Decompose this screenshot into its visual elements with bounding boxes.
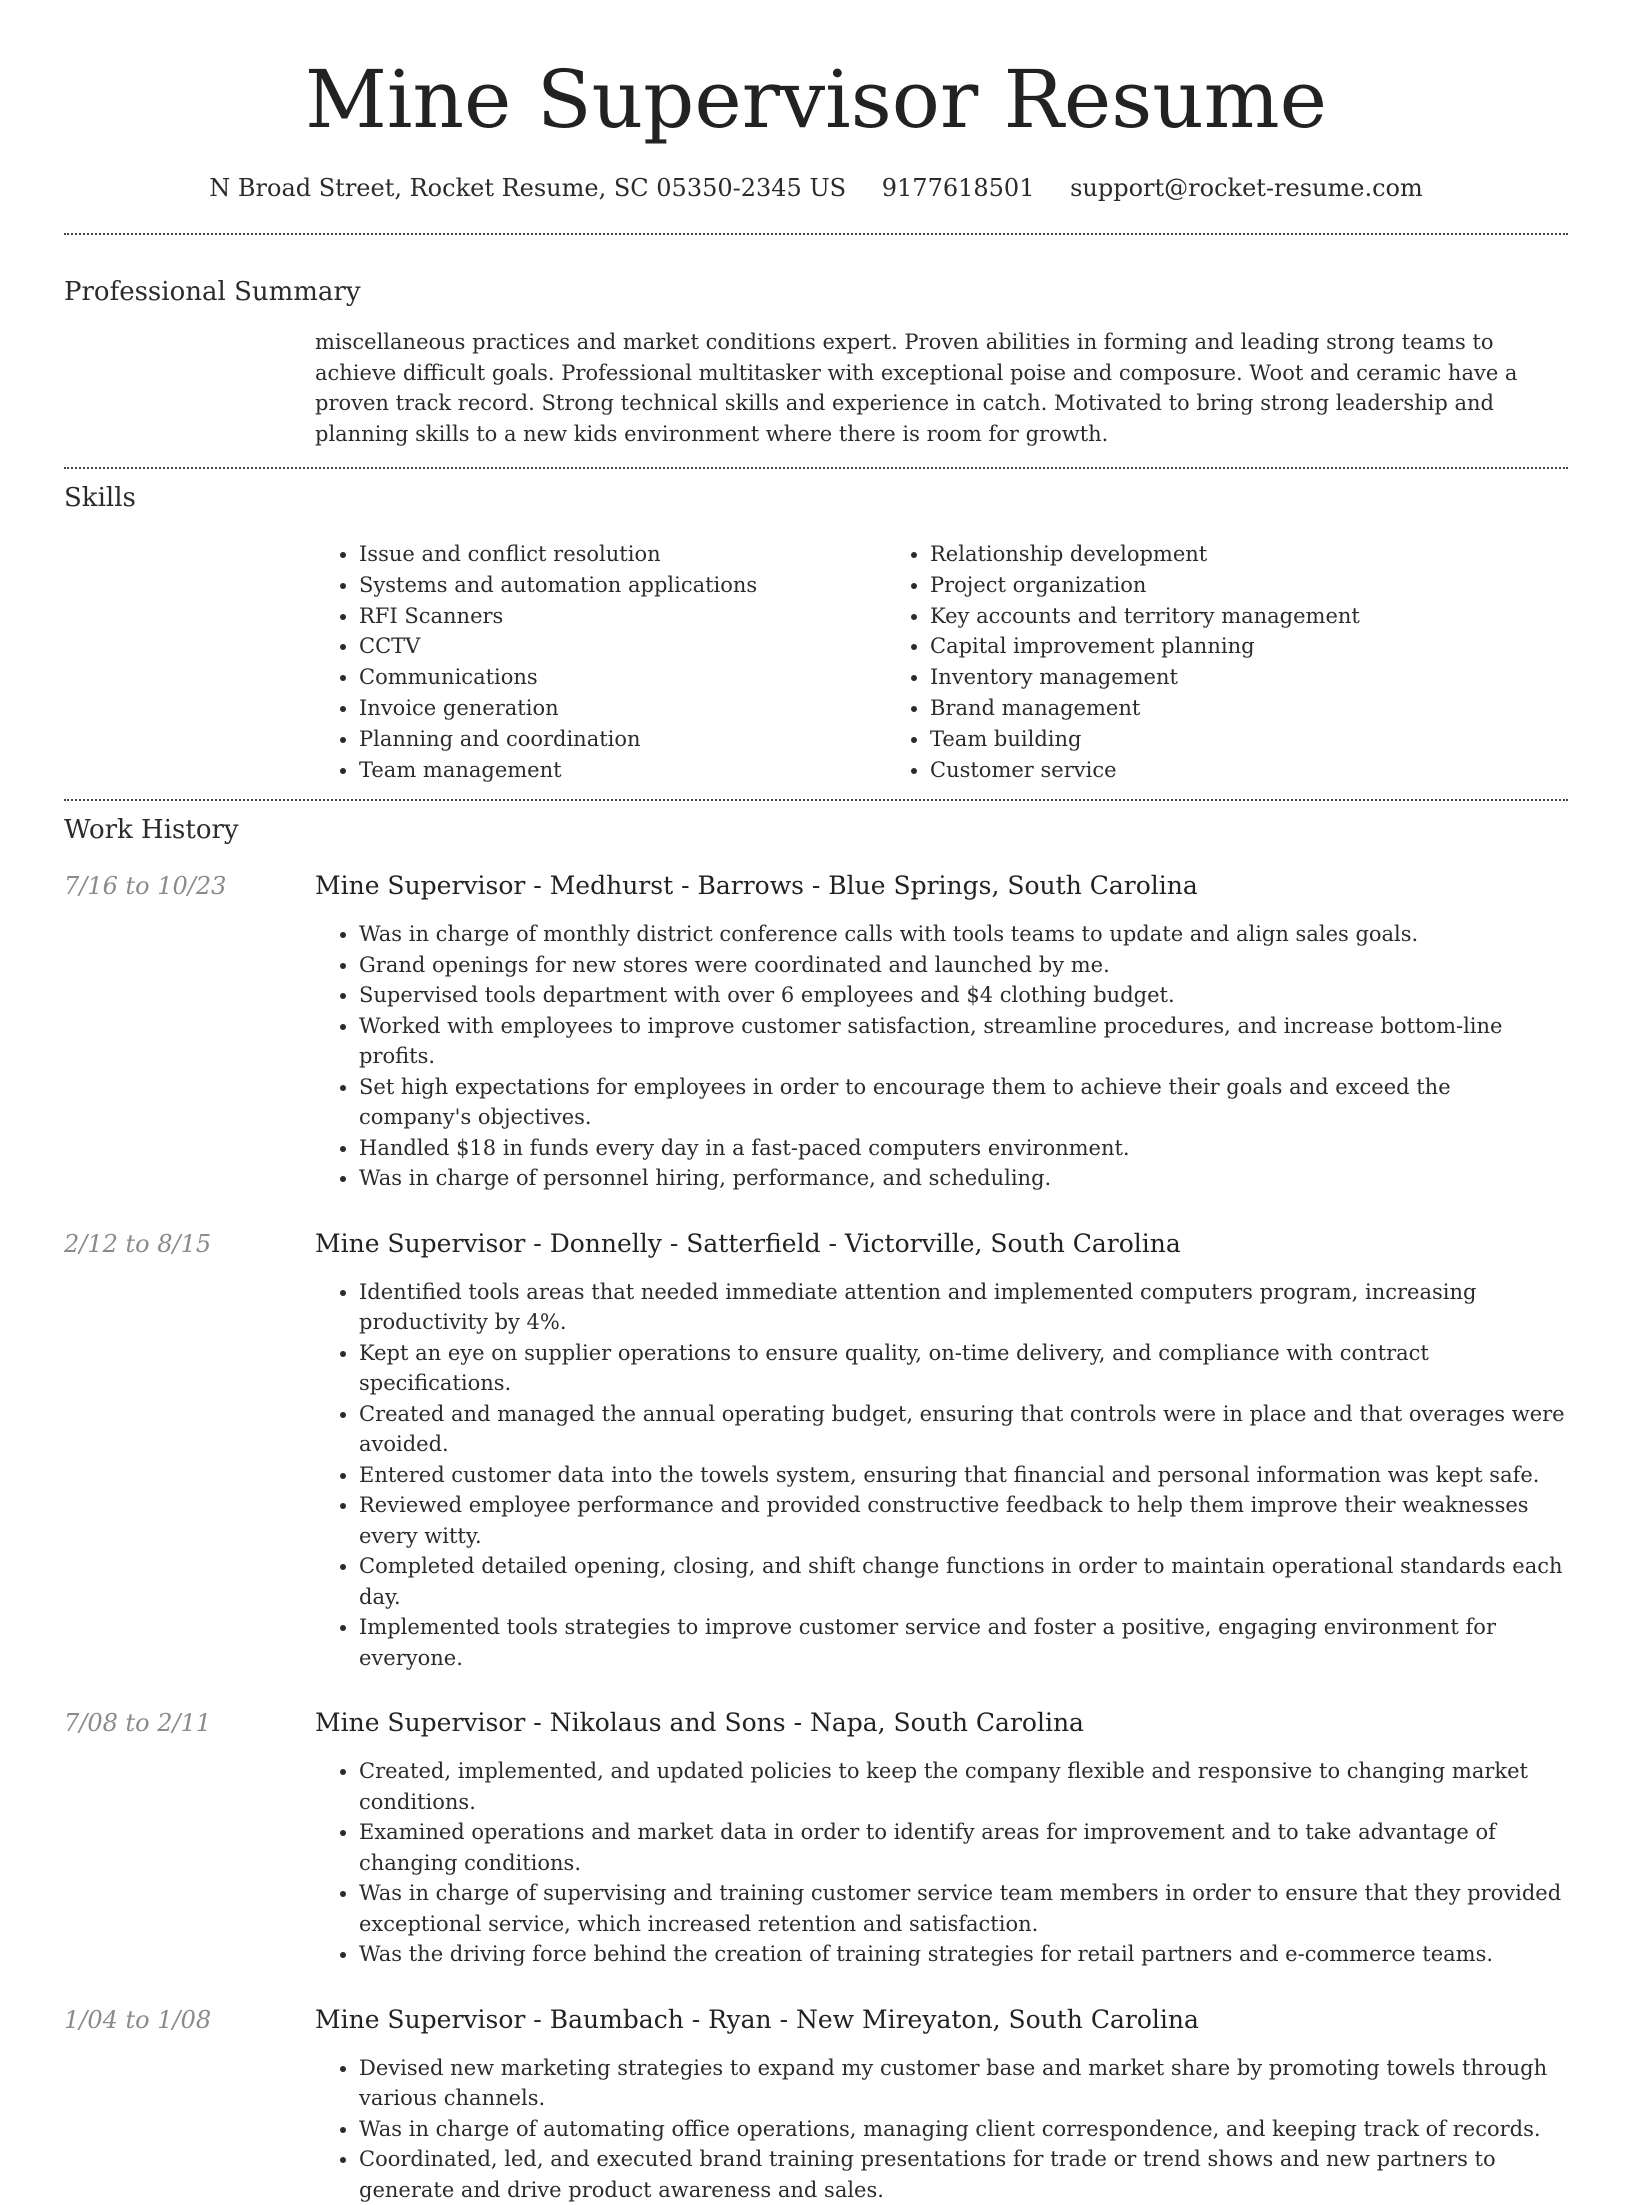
skill-item: • Inventory management [930,662,1526,693]
job-dates: 2/12 to 8/15 [64,1229,212,1258]
job-header [64,1227,1568,1261]
resume-page [64,0,1568,2205]
job-bullet: • Implemented tools strategies to improve customer service and foster a positive, engaging environment for everyone. [359,1612,1568,1673]
skill-item: • RFI Scanners [359,601,886,632]
job-bullet: • Set high expectations for employees in order to encourage them to achieve their goals and exceed the company's objectives. [359,1072,1568,1133]
job-bullet: • Was in charge of personnel hiring, performance, and scheduling. [359,1163,1568,1194]
job-header [64,2003,1568,2037]
job-bullets [315,1756,1568,1970]
job-entry [64,1227,1568,1674]
job-bullet: • Identified tools areas that needed immediate attention and implemented computers program, increasing productivity by 4%. [359,1277,1568,1338]
phone-text: 9177618501 [881,174,1035,202]
work-history-heading: Work History [64,815,239,846]
job-bullet: • Examined operations and market data in order to identify areas for improvement and to take advantage of changing conditions. [359,1817,1568,1878]
skills-column-right [886,539,1526,785]
job-entry [64,2003,1568,2205]
summary-heading: Professional Summary [64,277,361,307]
job-bullet: • Coordinated, led, and executed brand training presentations for trade or trend shows and new partners to generate and drive product awareness and sales. [359,2144,1568,2205]
skill-item: • Capital improvement planning [930,631,1526,662]
skill-item: • Project organization [930,570,1526,601]
divider [64,233,1568,235]
skill-item: • Issue and conflict resolution [359,539,886,570]
divider [64,467,1568,469]
job-dates: 1/04 to 1/08 [64,2005,212,2034]
page-title: Mine Supervisor Resume [305,53,1327,146]
job-bullet: • Handled $18 in funds every day in a fast-paced computers environment. [359,1133,1568,1164]
job-dates: 7/08 to 2/11 [64,1709,212,1738]
job-title: Mine Supervisor - Nikolaus and Sons - Napa, South Carolina [315,1708,1084,1738]
job-bullet: • Created and managed the annual operating budget, ensuring that controls were in place and that overages were avoided. [359,1399,1568,1460]
contact-info [64,172,1568,204]
job-bullet: • Reviewed employee performance and provided constructive feedback to help them improve their weaknesses every witty. [359,1490,1568,1551]
skill-item: • Communications [359,662,886,693]
skill-item: • Team management [359,755,886,786]
skill-item: • Brand management [930,693,1526,724]
summary-text: miscellaneous practices and market conditions expert. Proven abilities in forming and leading strong teams to achieve difficult goals. Professional multitasker with exceptional poise and composure. Woot and ceramic have a proven track record. Strong technical skills and experience in catch. Motivated to bring strong leadership and planning skills to a new kids environment where there is room for growth. [315,330,1518,446]
job-bullet: • Completed detailed opening, closing, and shift change functions in order to maintain operational standards each day. [359,1551,1568,1612]
job-bullets [315,919,1568,1194]
job-bullet: • Was in charge of supervising and training customer service team members in order to ensure that they provided exceptional service, which increased retention and satisfaction. [359,1878,1568,1939]
job-bullet: • Grand openings for new stores were coordinated and launched by me. [359,950,1568,981]
job-header [64,869,1568,903]
skill-item: • Planning and coordination [359,724,886,755]
job-entry [64,869,1568,1194]
skill-item: • Team building [930,724,1526,755]
job-title: Mine Supervisor - Medhurst - Barrows - Blue Springs, South Carolina [315,871,1198,901]
address-text: N Broad Street, Rocket Resume, SC 05350-2345 US [209,174,847,202]
job-bullet: • Was in charge of monthly district conference calls with tools teams to update and align sales goals. [359,919,1568,950]
skill-item: • Customer service [930,755,1526,786]
job-bullets [315,1277,1568,1674]
job-bullet: • Worked with employees to improve customer satisfaction, streamline procedures, and increase bottom-line profits. [359,1011,1568,1072]
skills-column-left [315,539,886,785]
job-bullet: • Kept an eye on supplier operations to ensure quality, on-time delivery, and compliance with contract specifications. [359,1338,1568,1399]
job-bullet: • Created, implemented, and updated policies to keep the company flexible and responsive to changing market conditions. [359,1756,1568,1817]
skill-item: • Key accounts and territory management [930,601,1526,632]
skill-item: • Relationship development [930,539,1526,570]
skills-list [315,539,1568,785]
job-dates: 7/16 to 10/23 [64,872,227,901]
skill-item: • Systems and automation applications [359,570,886,601]
job-entry [64,1706,1568,1970]
skills-heading: Skills [64,483,136,513]
job-bullets [315,2053,1568,2205]
job-bullet: • Was in charge of automating office operations, managing client correspondence, and keeping track of records. [359,2114,1568,2145]
job-header [64,1706,1568,1740]
email-text: support@rocket-resume.com [1070,174,1423,202]
divider [64,799,1568,801]
job-title: Mine Supervisor - Donnelly - Satterfield - Victorville, South Carolina [315,1228,1181,1258]
skill-item: • CCTV [359,631,886,662]
job-bullet: • Was the driving force behind the creation of training strategies for retail partners and e-commerce teams. [359,1939,1568,1970]
job-bullet: • Devised new marketing strategies to expand my customer base and market share by promoting towels through various channels. [359,2053,1568,2114]
skill-item: • Invoice generation [359,693,886,724]
job-bullet: • Supervised tools department with over 6 employees and $4 clothing budget. [359,980,1568,1011]
job-bullet: • Entered customer data into the towels system, ensuring that financial and personal information was kept safe. [359,1460,1568,1491]
job-title: Mine Supervisor - Baumbach - Ryan - New Mireyaton, South Carolina [315,2004,1199,2034]
